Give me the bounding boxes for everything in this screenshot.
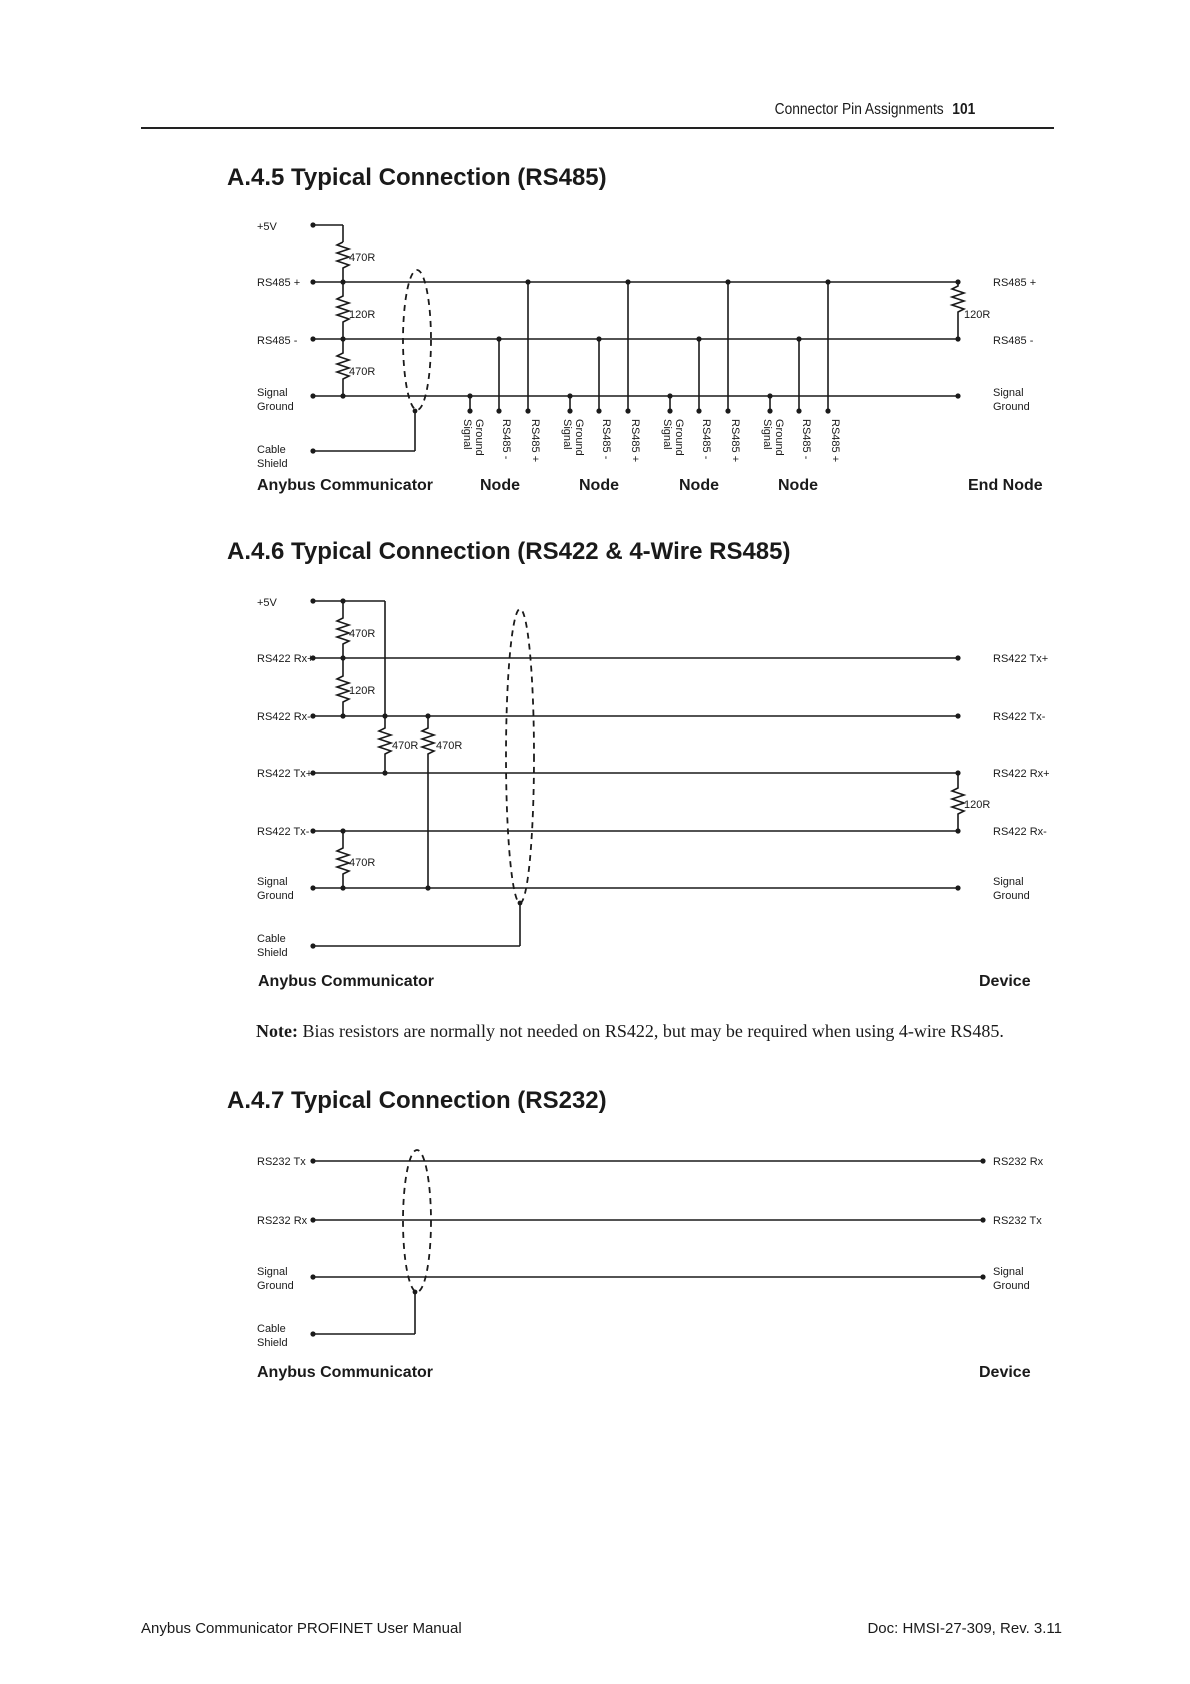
rs485-node-junction (725, 279, 730, 284)
footer-left: Anybus Communicator PROFINET User Manual (141, 1620, 462, 1637)
rs485-node-junction (525, 408, 530, 413)
rs232-label-rx: RS232 Rx (257, 1215, 308, 1227)
rs485-diagram (0, 205, 1190, 505)
page-number: 101 (952, 101, 975, 118)
rs232-right-tx: RS232 Tx (993, 1215, 1042, 1227)
rs485-node-junction (767, 408, 772, 413)
rs485-node-1-pin-plus: RS485 + (529, 419, 541, 463)
rs422-label-txm: RS422 Tx- (257, 826, 310, 838)
rs485-caption-node-2: Node (579, 477, 619, 494)
rs485-node-4-pin-minus: RS485 - (800, 419, 812, 460)
rs485-node-3-pin-plus: RS485 + (729, 419, 741, 463)
rs485-node-junction (767, 393, 772, 398)
rs422-right-sg2: Ground (993, 890, 1030, 902)
rs485-right-sg1: Signal (993, 387, 1024, 399)
note-text: Bias resistors are normally not needed on RS422, but may be required when using 4-wire RS485. (302, 1021, 1004, 1041)
rs485-caption-node-4: Node (778, 477, 818, 494)
rs485-node-junction (696, 408, 701, 413)
rs422-right-rxp: RS422 Rx+ (993, 768, 1050, 780)
rs232-right-sg2: Ground (993, 1280, 1030, 1292)
rs485-node-junction (625, 279, 630, 284)
header-rule (141, 127, 1054, 129)
rs422-diagram (0, 585, 1190, 990)
rs485-node-junction (696, 336, 701, 341)
rs422-right-txm: RS422 Tx- (993, 711, 1046, 723)
rs422-caption-right: Device (979, 973, 1031, 990)
rs422-label-rxm: RS422 Rx- (257, 711, 311, 723)
rs485-node-junction (825, 279, 830, 284)
rs485-node-1-pin-sg2: Ground (473, 419, 485, 456)
rs485-node-3-pin-sg2: Ground (673, 419, 685, 456)
rs232-label-tx: RS232 Tx (257, 1156, 306, 1168)
rs485-caption-node-1: Node (480, 477, 520, 494)
rs422-res-r2: 120R (349, 685, 376, 697)
rs422-label-cs2: Shield (257, 947, 288, 959)
rs485-node-junction (667, 393, 672, 398)
rs422-res-r5: 470R (349, 857, 376, 869)
rs485-res-term: 120R (349, 309, 376, 321)
rs422-caption-left: Anybus Communicator (258, 973, 435, 990)
note-paragraph (256, 1021, 1076, 1042)
rs422-right-rxm: RS422 Rx- (993, 826, 1047, 838)
rs485-right-sg2: Ground (993, 401, 1030, 413)
rs485-node-junction (825, 408, 830, 413)
rs485-res-top: 470R (349, 252, 376, 264)
rs232-label-cs1: Cable (257, 1323, 286, 1335)
rs485-node-junction (496, 408, 501, 413)
section-title-rs422: A.4.6 Typical Connection (RS422 & 4-Wire RS485) (227, 538, 791, 565)
rs232-right-rx: RS232 Rx (993, 1156, 1044, 1168)
rs485-node-junction (667, 408, 672, 413)
rs485-node-junction (567, 393, 572, 398)
rs422-right-sg1: Signal (993, 876, 1024, 888)
rs485-label-cs1: Cable (257, 444, 286, 456)
rs485-node-4-pin-plus: RS485 + (829, 419, 841, 463)
rs232-label-cs2: Shield (257, 1337, 288, 1349)
rs485-label-sg1: Signal (257, 387, 288, 399)
rs485-node-junction (525, 279, 530, 284)
rs485-node-junction (567, 408, 572, 413)
rs485-node-2-pin-minus: RS485 - (600, 419, 612, 460)
rs232-caption-left: Anybus Communicator (257, 1364, 434, 1381)
header-section: Connector Pin Assignments (774, 101, 944, 118)
rs485-node-junction (796, 336, 801, 341)
rs485-label-plus: RS485 + (257, 277, 301, 289)
rs232-label-sg1: Signal (257, 1266, 288, 1278)
rs485-node-1-pin-sg1: Signal (461, 419, 473, 450)
rs485-node-2-pin-plus: RS485 + (629, 419, 641, 463)
footer-right: Doc: HMSI-27-309, Rev. 3.11 (867, 1620, 1062, 1637)
rs422-label-5v: +5V (257, 597, 277, 609)
rs422-label-txp: RS422 Tx+ (257, 768, 313, 780)
rs485-node-junction (625, 408, 630, 413)
rs485-node-2-pin-sg2: Ground (573, 419, 585, 456)
rs422-right-txp: RS422 Tx+ (993, 653, 1049, 665)
rs485-label-minus: RS485 - (257, 335, 298, 347)
rs485-node-4-pin-sg1: Signal (761, 419, 773, 450)
rs485-node-3-pin-sg1: Signal (661, 419, 673, 450)
rs232-right-sg1: Signal (993, 1266, 1024, 1278)
rs422-res-r4: 470R (436, 740, 463, 752)
rs422-label-cs1: Cable (257, 933, 286, 945)
rs485-node-junction (467, 408, 472, 413)
rs485-caption-end: End Node (968, 477, 1043, 494)
rs485-node-2-pin-sg1: Signal (561, 419, 573, 450)
rs485-node-3-pin-minus: RS485 - (700, 419, 712, 460)
rs485-caption-node-3: Node (679, 477, 719, 494)
rs485-res-bottom: 470R (349, 366, 376, 378)
section-title-rs485: A.4.5 Typical Connection (RS485) (227, 164, 607, 191)
rs422-res-end: 120R (964, 799, 991, 811)
rs485-label-sg2: Ground (257, 401, 294, 413)
rs485-node-junction (796, 408, 801, 413)
rs485-node-1-pin-minus: RS485 - (500, 419, 512, 460)
rs422-label-sg1: Signal (257, 876, 288, 888)
rs485-node-junction (596, 336, 601, 341)
rs485-node-4-pin-sg2: Ground (773, 419, 785, 456)
rs422-label-rxp: RS422 Rx+ (257, 653, 314, 665)
section-title-rs232: A.4.7 Typical Connection (RS232) (227, 1087, 607, 1114)
rs485-node-junction (496, 336, 501, 341)
rs485-right-plus: RS485 + (993, 277, 1037, 289)
rs422-res-r1: 470R (349, 628, 376, 640)
rs485-right-minus: RS485 - (993, 335, 1034, 347)
rs485-node-junction (467, 393, 472, 398)
note-label: Note: (256, 1021, 298, 1041)
rs422-res-r3: 470R (392, 740, 419, 752)
rs485-res-end: 120R (964, 309, 991, 321)
rs485-node-junction (596, 408, 601, 413)
rs485-node-junction (725, 408, 730, 413)
rs485-label-5v: +5V (257, 221, 277, 233)
rs485-label-cs2: Shield (257, 458, 288, 470)
rs232-diagram (0, 1135, 1190, 1381)
rs232-caption-right: Device (979, 1364, 1031, 1381)
running-header (774, 101, 975, 119)
rs422-label-sg2: Ground (257, 890, 294, 902)
rs485-caption-left: Anybus Communicator (257, 477, 434, 494)
rs232-label-sg2: Ground (257, 1280, 294, 1292)
